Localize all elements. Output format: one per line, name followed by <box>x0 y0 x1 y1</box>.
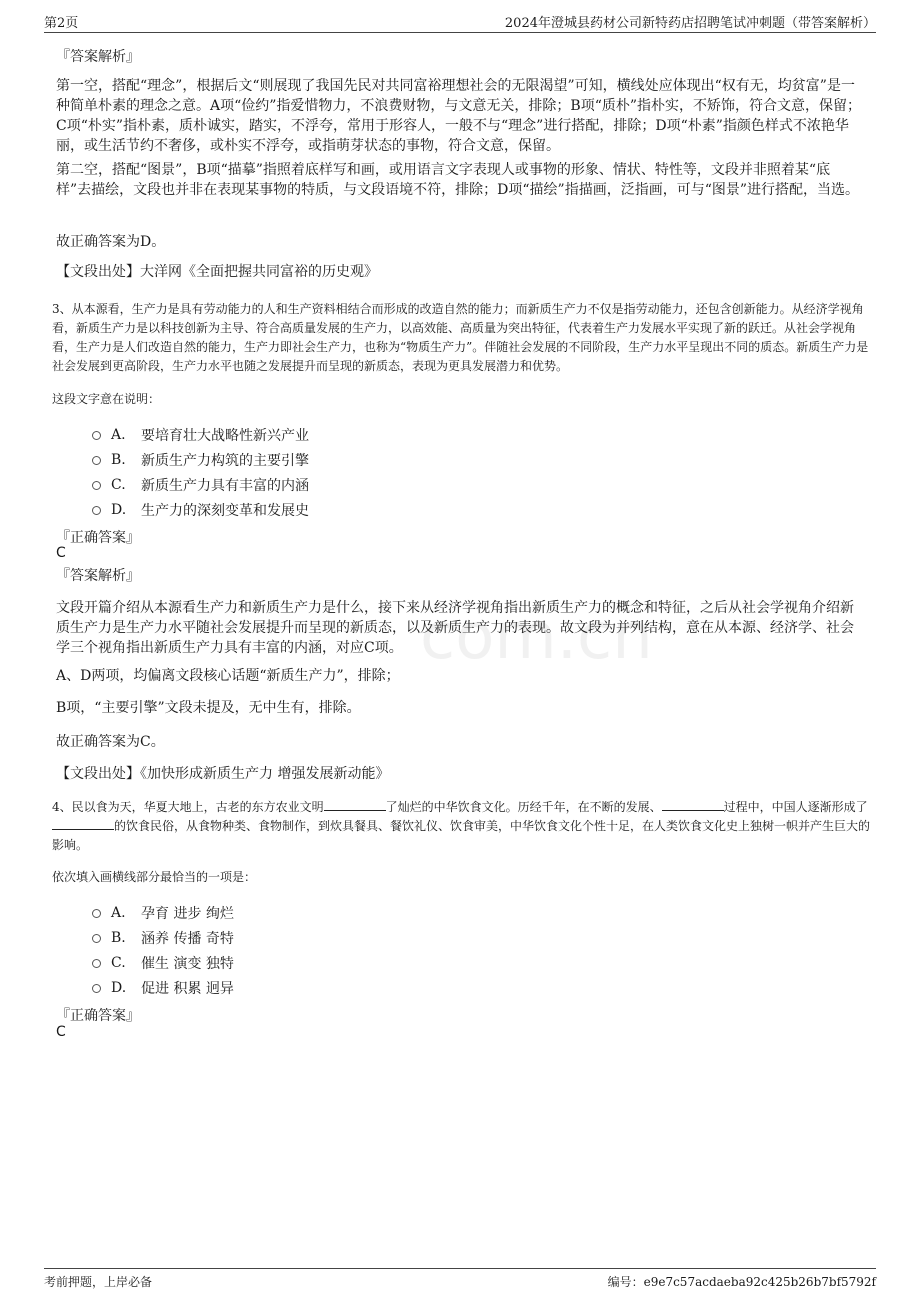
q3-answer: C <box>56 545 66 561</box>
q3-conclusion: 故正确答案为C。 <box>56 734 165 750</box>
q2-source: 【文段出处】大洋网《全面把握共同富裕的历史观》 <box>56 264 378 280</box>
option-letter: D. <box>111 980 127 996</box>
q3-analysis-para1: 文段开篇介绍从本源看生产力和新质生产力是什么，接下来从经济学视角指出新质生产力的概念和特征，之后从社会学视角介绍新质生产力是生产力水平随社会发展提升而呈现的新质态，以及新质生产力的表现。故文段为并列结构，意在从本源、经济学、社会学三个视角指出新质生产力具有丰富的内涵，对应C项。 <box>56 600 854 656</box>
option-text: 孕育 进步 绚烂 <box>141 906 234 922</box>
radio-icon[interactable] <box>92 481 101 490</box>
q4-stem-part: 了灿烂的中华饮食文化。历经千年，在不断的发展、 <box>385 800 662 814</box>
option-letter: C. <box>111 477 126 493</box>
document-id: 编号：e9e7c57acdaeba92c425b26b7bf5792f <box>607 1275 876 1289</box>
q2-conclusion: 故正确答案为D。 <box>56 234 166 250</box>
option-text: 催生 演变 独特 <box>141 956 234 972</box>
option-letter: D. <box>111 502 127 518</box>
q4-stem-part: 过程中，中国人逐渐形成了 <box>723 800 868 814</box>
option-letter: B. <box>111 930 126 946</box>
q4-stem-part: 的饮食民俗，从食物种类、食物制作，到炊具餐具、餐饮礼仪、饮食审美，中华饮食文化个性十足，在人类饮食文化史上独树一帜并产生巨大的影响。 <box>52 819 871 852</box>
fill-blank-3[interactable] <box>52 817 114 830</box>
q4-option-d[interactable] <box>92 978 234 998</box>
document-title: 2024年澄城县药材公司新特药店招聘笔试冲刺题（带答案解析） <box>504 16 876 31</box>
radio-icon[interactable] <box>92 431 101 440</box>
q3-option-d[interactable] <box>92 500 309 520</box>
page-number: 第2页 <box>44 16 79 31</box>
option-letter: A. <box>111 905 126 921</box>
q3-option-a[interactable] <box>92 425 309 445</box>
option-letter: B. <box>111 452 126 468</box>
option-text: 促进 积累 迥异 <box>141 981 234 997</box>
page-footer <box>44 1268 876 1289</box>
q2-analysis-para1: 第一空，搭配“理念”，根据后文“则展现了我国先民对共同富裕理想社会的无限渴望”可知，横线处应体现出“权有无，均贫富”是一种简单朴素的理念之意。A项“俭约”指爱惜物力，不浪费财物，与文意无关，排除；B项“质朴”指朴实，不矫饰，符合文意，保留；C项“朴实”指朴素，质朴诚实，踏实，不浮夸，常用于形容人，一般不与“理念”进行搭配，排除；D项“朴素”指颜色样式不浓艳华丽，或生活节约不奢侈，或朴实不浮夸，或指萌芽状态的事物，符合文意，保留。 <box>56 78 862 154</box>
q3-source: 【文段出处】《加快形成新质生产力 增强发展新动能》 <box>56 766 390 782</box>
fill-blank-2[interactable] <box>662 798 724 811</box>
footer-slogan: 考前押题，上岸必备 <box>44 1275 153 1289</box>
radio-icon[interactable] <box>92 456 101 465</box>
q2-analysis-para2: 第二空，搭配“图景”，B项“描摹”指照着底样写和画，或用语言文字表现人或事物的形象、情状、特性等，文段并非照着某“底样”去描绘，文段也并非在表现某事物的特质，与文段语境不符，排除；D项“描绘”指描画，泛指画，可与“图景”进行搭配，当选。 <box>56 162 860 198</box>
q3-stem: 3、从本源看，生产力是具有劳动能力的人和生产资料相结合而形成的改造自然的能力；而新质生产力不仅是指劳动能力，还包含创新能力。从经济学视角看，新质生产力是以科技创新为主导、符合高质量发展的生产力，以高效能、高质量为突出特征，代表着生产力发展水平实现了新的跃迁。从社会学视角看，生产力是人们改造自然的能力，生产力即社会生产力，也称为“物质生产力”。伴随社会发展的不同阶段，生产力水平呈现出不同的质态。新质生产力是社会发展到更高阶段，生产力水平也随之发展提升而呈现的新质态，表现为更具发展潜力和优势。 <box>52 302 869 373</box>
option-text: 生产力的深刻变革和发展史 <box>141 503 309 519</box>
q3-analysis-para2: A、D两项，均偏离文段核心话题“新质生产力”，排除； <box>56 668 400 684</box>
q3-prompt: 这段文字意在说明： <box>52 392 161 406</box>
q4-option-a[interactable] <box>92 903 234 923</box>
radio-icon[interactable] <box>92 934 101 943</box>
radio-icon[interactable] <box>92 506 101 515</box>
option-text: 要培育壮大战略性新兴产业 <box>141 428 309 444</box>
option-text: 新质生产力构筑的主要引擎 <box>141 453 309 469</box>
q4-stem <box>52 798 872 855</box>
option-letter: C. <box>111 955 126 971</box>
watermark: com.cn <box>420 600 653 674</box>
q4-stem-part: 4、民以食为天，华夏大地上，古老的东方农业文明 <box>52 800 324 814</box>
option-text: 新质生产力具有丰富的内涵 <box>141 478 309 494</box>
fill-blank-1[interactable] <box>324 798 386 811</box>
radio-icon[interactable] <box>92 909 101 918</box>
radio-icon[interactable] <box>92 959 101 968</box>
q3-analysis-label: 『答案解析』 <box>56 568 140 584</box>
option-letter: A. <box>111 427 126 443</box>
page-header <box>44 12 876 33</box>
q4-option-c[interactable] <box>92 953 234 973</box>
q4-answer: C <box>56 1024 66 1040</box>
q2-analysis-label: 『答案解析』 <box>56 49 140 65</box>
q4-prompt: 依次填入画横线部分最恰当的一项是： <box>52 870 257 884</box>
q4-answer-label: 『正确答案』 <box>56 1008 140 1024</box>
q3-option-c[interactable] <box>92 475 309 495</box>
q4-option-b[interactable] <box>92 928 234 948</box>
radio-icon[interactable] <box>92 984 101 993</box>
option-text: 涵养 传播 奇特 <box>141 931 234 947</box>
q3-option-b[interactable] <box>92 450 309 470</box>
q3-analysis-para3: B项，“主要引擎”文段未提及，无中生有，排除。 <box>56 700 361 716</box>
q3-answer-label: 『正确答案』 <box>56 530 140 546</box>
